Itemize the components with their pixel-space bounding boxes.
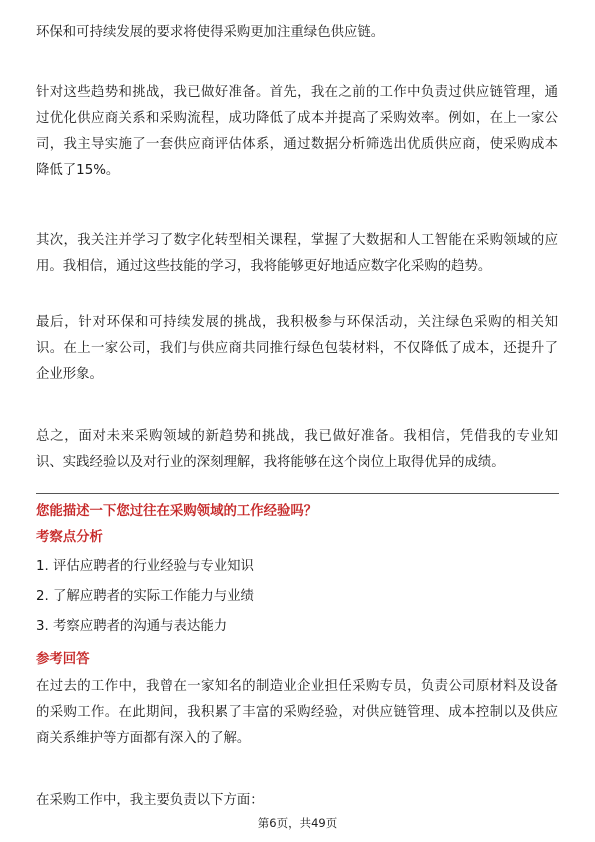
list-item: 3. 考察应聘者的沟通与表达能力: [36, 619, 228, 634]
page-number: 第6页，共49页: [257, 816, 338, 830]
paragraph-preparation: 针对这些趋势和挑战，我已做好准备。首先，我在之前的工作中负责过供应链管理，通过优化供应商关系和采购流程，成功降低了成本并提高了采购效率。例如，在上一家公司，我主导实施了一套供应商评估体系，通过数据分析筛选出优质供应商，使采购成本降低了15%。: [36, 85, 558, 178]
list-item: 2. 了解应聘者的实际工作能力与业绩: [36, 589, 254, 604]
paragraph-conclusion: 总之，面对未来采购领域的新趋势和挑战，我已做好准备。我相信，凭借我的专业知识、实践经验以及对行业的深刻理解，我将能够在这个岗位上取得优异的成绩。: [36, 429, 558, 470]
paragraph-environmental: 最后，针对环保和可持续发展的挑战，我积极参与环保活动，关注绿色采购的相关知识。在上一家公司，我们与供应商共同推行绿色包装材料，不仅降低了成本，还提升了企业形象。: [36, 315, 558, 382]
section-divider: [36, 493, 559, 494]
answer-paragraph-1: 在过去的工作中，我曾在一家知名的制造业企业担任采购专员，负责公司原材料及设备的采购工作。在此期间，我积累了丰富的采购经验，对供应链管理、成本控制以及供应商关系维护等方面都有深入的了解。: [36, 679, 558, 746]
list-item: 1. 评估应聘者的行业经验与专业知识: [36, 559, 254, 574]
analysis-list: [36, 552, 254, 642]
question-heading: 您能描述一下您过往在采购领域的工作经验吗？: [36, 504, 318, 519]
paragraph-green-supply-chain: 环保和可持续发展的要求将使得采购更加注重绿色供应链。: [36, 25, 385, 40]
paragraph-digital-learning: 其次，我关注并学习了数字化转型相关课程，掌握了大数据和人工智能在采购领域的应用。我相信，通过这些技能的学习，我将能够更好地适应数字化采购的趋势。: [36, 233, 558, 274]
answer-title: 参考回答: [36, 652, 90, 667]
answer-paragraph-2: 在采购工作中，我主要负责以下方面：: [36, 793, 264, 808]
analysis-title: 考察点分析: [36, 530, 103, 545]
